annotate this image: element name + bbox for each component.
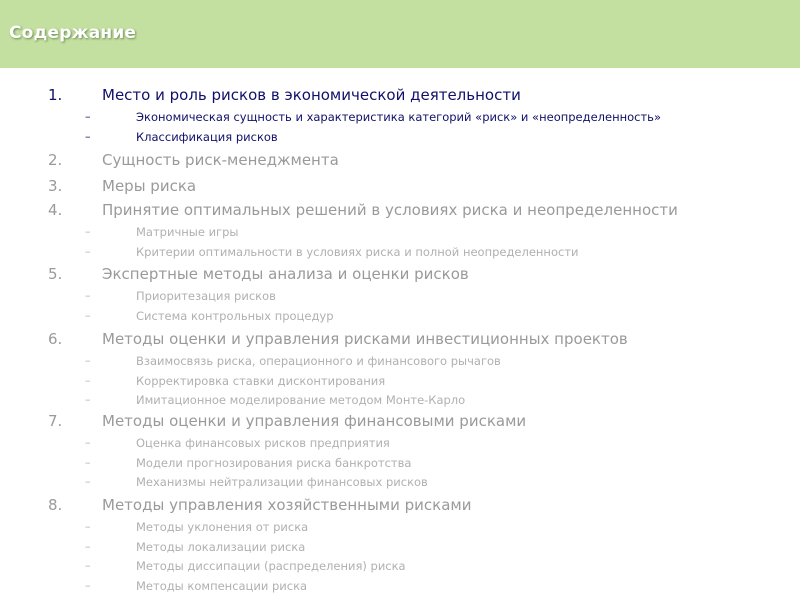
subitem-bullet: – — [85, 110, 91, 123]
subitem-label: Взаимосвязь риска, операционного и финансового рычагов — [136, 354, 501, 368]
subitem-label: Критерии оптимальности в условиях риска и полной неопределенности — [136, 244, 579, 259]
subitem-label: Матричные игры — [136, 225, 239, 239]
section-number: 6. — [48, 330, 63, 348]
subitem-label: Приоритезация рисков — [136, 289, 276, 303]
subitem-bullet: – — [85, 539, 91, 553]
subitem-label: Экономическая сущность и характеристика категорий «риск» и «неопределенность» — [136, 110, 661, 124]
subitem-label: Методы уклонения от риска — [136, 520, 309, 534]
subitem-label: Модели прогнозирования риска банкротства — [136, 455, 412, 470]
section-number: 1. — [48, 86, 63, 104]
section-number: 2. — [48, 151, 63, 169]
section-label: Принятие оптимальных решений в условиях риска и неопределенности — [102, 201, 678, 219]
subitem-bullet: – — [85, 354, 91, 367]
subitem-label: Оценка финансовых рисков предприятия — [136, 436, 390, 450]
subitem-bullet: – — [85, 520, 91, 533]
section-label: Меры риска — [102, 177, 197, 195]
subitem-bullet: – — [85, 578, 91, 592]
subitem-bullet: – — [85, 393, 91, 406]
section-label: Методы управления хозяйственными рисками — [102, 496, 472, 514]
subitem-label: Механизмы нейтрализации финансовых рисков — [136, 475, 428, 489]
subitem-bullet: – — [85, 373, 91, 387]
section-label: Экспертные методы анализа и оценки рисков — [102, 265, 469, 283]
subitem-bullet: – — [85, 559, 91, 572]
subitem-bullet: – — [85, 436, 91, 449]
subitem-bullet: – — [85, 475, 91, 488]
section-label: Методы оценки и управления рисками инвестиционных проектов — [102, 330, 628, 348]
subitem-label: Классификация рисков — [136, 129, 278, 144]
section-label: Место и роль рисков в экономической деятельности — [102, 86, 521, 104]
subitem-bullet: – — [85, 225, 91, 238]
subitem-label: Методы диссипации (распределения) риска — [136, 559, 406, 573]
section-number: 7. — [48, 412, 63, 430]
section-number: 3. — [48, 177, 63, 195]
subitem-bullet: – — [85, 455, 91, 469]
section-number: 4. — [48, 201, 63, 219]
subitem-bullet: – — [85, 129, 91, 143]
section-label: Сущность риск-менеджмента — [102, 151, 339, 169]
subitem-bullet: – — [85, 244, 91, 258]
slide-title: Содержание — [9, 23, 137, 43]
subitem-bullet: – — [85, 289, 91, 302]
section-label: Методы оценки и управления финансовыми рисками — [102, 412, 527, 430]
subitem-label: Имитационное моделирование методом Монте-Карло — [136, 393, 466, 407]
subitem-bullet: – — [85, 308, 91, 322]
subitem-label: Методы компенсации риска — [136, 578, 308, 593]
section-number: 5. — [48, 265, 63, 283]
section-number: 8. — [48, 496, 63, 514]
subitem-label: Методы локализации риска — [136, 539, 306, 554]
subitem-label: Корректировка ставки дисконтирования — [136, 373, 386, 388]
subitem-label: Система контрольных процедур — [136, 308, 334, 323]
